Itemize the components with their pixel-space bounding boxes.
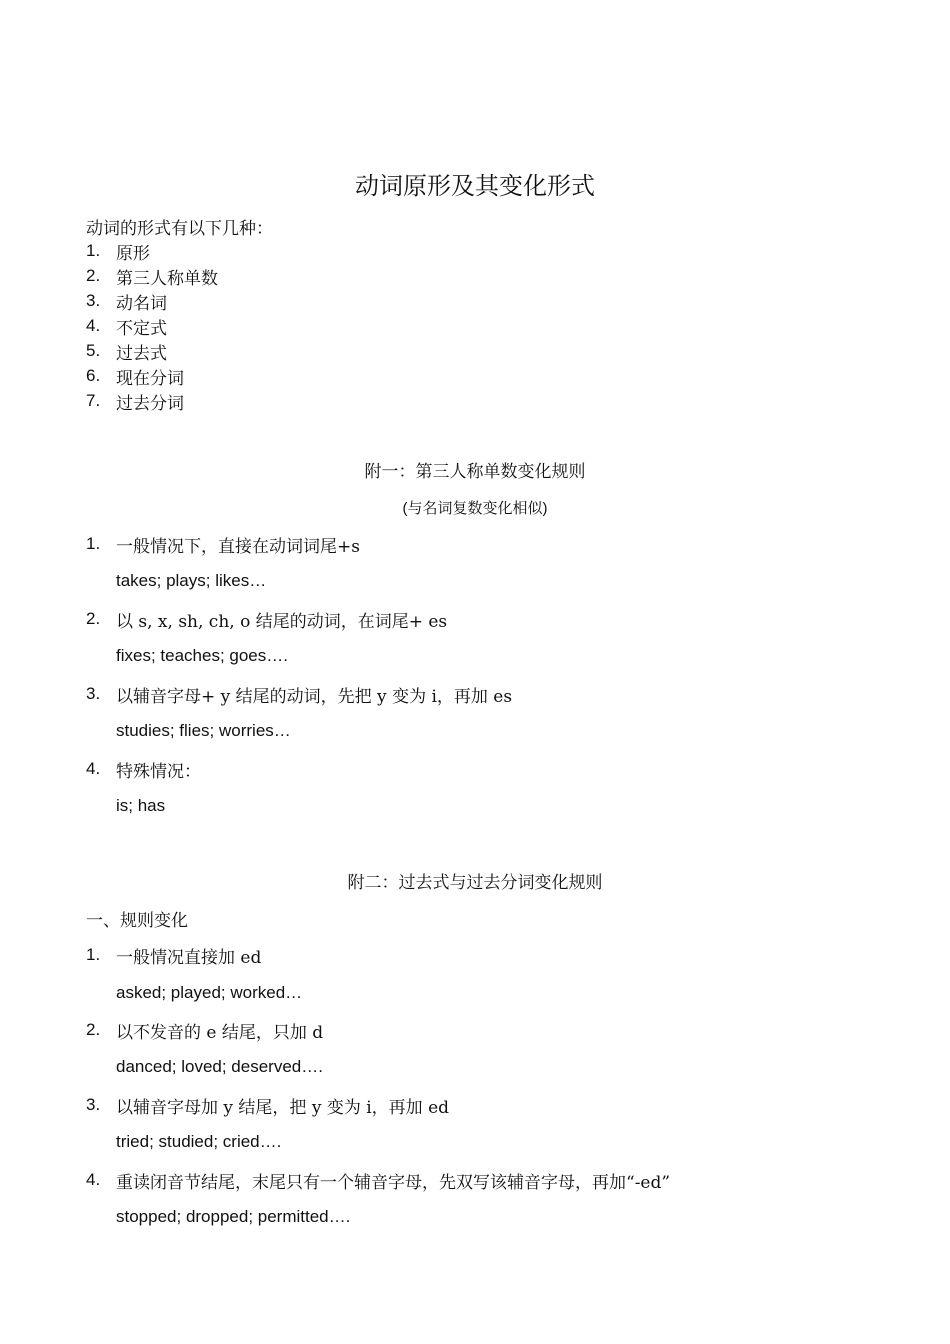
rule-text: 特殊情况： — [116, 762, 201, 782]
rule-example: tried; studied; cried…. — [116, 1132, 282, 1151]
rule-example: is; has — [116, 796, 166, 815]
list-item-number: 3. — [86, 291, 101, 310]
list-item-number: 7. — [86, 391, 101, 410]
rule-text: 以辅音字母加 y 结尾，把 y 变为 i，再加 ed — [116, 1098, 450, 1118]
rule-text: 重读闭音节结尾，末尾只有一个辅音字母，先双写该辅音字母，再加“-ed” — [116, 1173, 671, 1193]
list-item-number: 4. — [86, 316, 101, 335]
rule-text: 一般情况下，直接在动词词尾+s — [116, 537, 360, 557]
rule-number: 2. — [86, 609, 101, 628]
section-heading: 一、规则变化 — [86, 911, 188, 931]
rule-example: stopped; dropped; permitted…. — [116, 1207, 351, 1226]
rule-example: asked; played; worked… — [116, 983, 303, 1002]
rule-number: 2. — [86, 1020, 101, 1039]
list-item-number: 6. — [86, 366, 101, 385]
rule-text: 以不发音的 e 结尾，只加 d — [116, 1023, 324, 1043]
rule-number: 1. — [86, 534, 101, 553]
appendix2-heading: 附二：过去式与过去分词变化规则 — [347, 873, 603, 893]
rule-number: 4. — [86, 759, 101, 778]
list-item: 动名词 — [116, 294, 167, 314]
rule-number: 3. — [86, 684, 101, 703]
rule-example: takes; plays; likes… — [116, 571, 267, 590]
rule-text: 以辅音字母+ y 结尾的动词，先把 y 变为 i，再加 es — [116, 687, 513, 707]
rule-text: 以 s, x, sh, ch, o 结尾的动词，在词尾+ es — [116, 612, 448, 632]
list-item: 第三人称单数 — [116, 269, 218, 289]
list-item: 过去式 — [116, 344, 167, 364]
rule-example: fixes; teaches; goes…. — [116, 646, 288, 665]
rule-example: danced; loved; deserved…. — [116, 1057, 323, 1076]
list-item-number: 5. — [86, 341, 101, 360]
list-item-number: 1. — [86, 241, 101, 260]
list-item: 现在分词 — [116, 369, 184, 389]
list-item-number: 2. — [86, 266, 101, 285]
rule-text: 一般情况直接加 ed — [116, 948, 262, 968]
intro-text: 动词的形式有以下几种： — [86, 219, 273, 239]
list-item: 不定式 — [116, 319, 167, 339]
rule-example: studies; flies; worries… — [116, 721, 291, 740]
list-item: 过去分词 — [116, 394, 184, 414]
appendix1-heading: 附一：第三人称单数变化规则 — [364, 462, 586, 482]
rule-number: 1. — [86, 945, 101, 964]
rule-number: 4. — [86, 1170, 101, 1189]
rule-number: 3. — [86, 1095, 101, 1114]
list-item: 原形 — [116, 244, 150, 264]
appendix1-subheading: (与名词复数变化相似) — [402, 500, 548, 517]
page-title: 动词原形及其变化形式 — [355, 172, 595, 200]
